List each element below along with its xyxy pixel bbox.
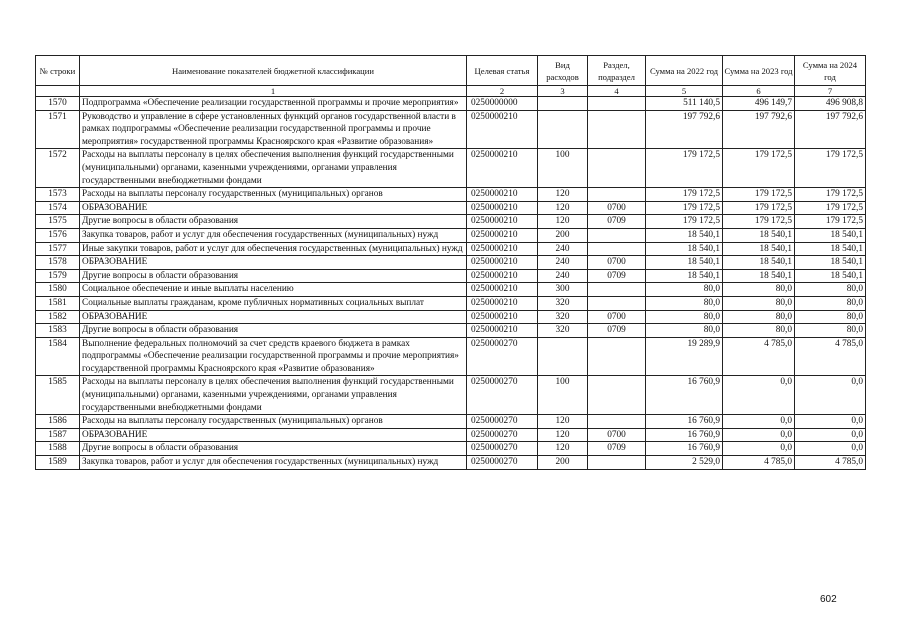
target-cell: 0250000210: [467, 242, 538, 256]
sum-2024-cell: 18 540,1: [795, 242, 866, 256]
row-number-cell: 1583: [36, 324, 80, 338]
expense-type-cell: 240: [538, 269, 588, 283]
sum-2024-cell: 179 172,5: [795, 201, 866, 215]
table-row: [36, 256, 866, 270]
target-cell: 0250000210: [467, 269, 538, 283]
table-row: [36, 188, 866, 202]
target-cell: 0250000270: [467, 337, 538, 376]
sum-2022-cell: 80,0: [646, 324, 723, 338]
table-body: [36, 97, 866, 470]
expense-type-cell: 120: [538, 215, 588, 229]
sum-2023-cell: 80,0: [723, 310, 795, 324]
sum-2022-cell: 179 172,5: [646, 188, 723, 202]
name-cell: Закупка товаров, работ и услуг для обеспечения государственных (муниципальных) нужд: [80, 456, 467, 470]
sum-2023-cell: 18 540,1: [723, 228, 795, 242]
sum-2022-cell: 18 540,1: [646, 256, 723, 270]
sum-2024-cell: 80,0: [795, 296, 866, 310]
sum-2023-cell: 197 792,6: [723, 110, 795, 149]
name-cell: Расходы на выплаты персоналу государственных (муниципальных) органов: [80, 415, 467, 429]
section-cell: [588, 110, 646, 149]
name-cell: Закупка товаров, работ и услуг для обеспечения государственных (муниципальных) нужд: [80, 228, 467, 242]
name-cell: Расходы на выплаты персоналу в целях обеспечения выполнения функций государственными (муниципальными) органами, казенными учреждениями, органами управления государственными внебюджетными фондами: [80, 149, 467, 188]
table-row: [36, 242, 866, 256]
sum-2022-cell: 179 172,5: [646, 201, 723, 215]
expense-type-cell: 320: [538, 324, 588, 338]
name-cell: Другие вопросы в области образования: [80, 442, 467, 456]
column-number: 1: [80, 86, 467, 97]
budget-table: [35, 55, 866, 470]
table-row: [36, 376, 866, 415]
sum-2023-cell: 18 540,1: [723, 242, 795, 256]
name-cell: ОБРАЗОВАНИЕ: [80, 201, 467, 215]
table-row: [36, 296, 866, 310]
name-cell: ОБРАЗОВАНИЕ: [80, 310, 467, 324]
target-cell: 0250000270: [467, 456, 538, 470]
section-cell: [588, 283, 646, 297]
name-cell: Социальное обеспечение и иные выплаты населению: [80, 283, 467, 297]
expense-type-cell: 120: [538, 442, 588, 456]
sum-2022-cell: 179 172,5: [646, 149, 723, 188]
name-cell: ОБРАЗОВАНИЕ: [80, 428, 467, 442]
sum-2023-cell: 0,0: [723, 428, 795, 442]
sum-2024-cell: 197 792,6: [795, 110, 866, 149]
sum-2022-cell: 2 529,0: [646, 456, 723, 470]
target-cell: 0250000210: [467, 228, 538, 242]
sum-2024-cell: 18 540,1: [795, 256, 866, 270]
row-number-cell: 1571: [36, 110, 80, 149]
section-cell: 0700: [588, 256, 646, 270]
sum-2024-cell: 0,0: [795, 376, 866, 415]
expense-type-cell: [538, 110, 588, 149]
target-cell: 0250000270: [467, 415, 538, 429]
row-number-cell: 1572: [36, 149, 80, 188]
row-number-cell: 1576: [36, 228, 80, 242]
sum-2024-cell: 18 540,1: [795, 228, 866, 242]
sum-2024-cell: 80,0: [795, 283, 866, 297]
target-cell: 0250000210: [467, 256, 538, 270]
sum-2022-cell: 18 540,1: [646, 242, 723, 256]
sum-2022-cell: 18 540,1: [646, 228, 723, 242]
sum-2024-cell: 0,0: [795, 442, 866, 456]
sum-2023-cell: 0,0: [723, 415, 795, 429]
table-row: [36, 97, 866, 111]
sum-2024-cell: 80,0: [795, 310, 866, 324]
name-cell: Другие вопросы в области образования: [80, 269, 467, 283]
row-number-cell: 1586: [36, 415, 80, 429]
table-row: [36, 415, 866, 429]
table-row: [36, 201, 866, 215]
row-number-cell: 1575: [36, 215, 80, 229]
sum-2022-cell: 80,0: [646, 296, 723, 310]
section-cell: [588, 242, 646, 256]
sum-2023-cell: 80,0: [723, 324, 795, 338]
sum-2024-cell: 0,0: [795, 415, 866, 429]
column-number: 7: [795, 86, 866, 97]
sum-2024-cell: 179 172,5: [795, 215, 866, 229]
table-row: [36, 337, 866, 376]
row-number-cell: 1588: [36, 442, 80, 456]
row-number-cell: 1581: [36, 296, 80, 310]
section-cell: [588, 296, 646, 310]
section-cell: [588, 337, 646, 376]
target-cell: 0250000210: [467, 310, 538, 324]
page-number: 602: [820, 594, 837, 605]
row-number-cell: 1582: [36, 310, 80, 324]
table-row: [36, 149, 866, 188]
expense-type-cell: 120: [538, 428, 588, 442]
column-number: 4: [588, 86, 646, 97]
sum-2023-cell: 4 785,0: [723, 456, 795, 470]
header-sum-2022: Сумма на 2022 год: [646, 56, 723, 86]
name-cell: Расходы на выплаты персоналу государственных (муниципальных) органов: [80, 188, 467, 202]
expense-type-cell: 120: [538, 188, 588, 202]
column-number: [36, 86, 80, 97]
row-number-cell: 1573: [36, 188, 80, 202]
table-row: [36, 228, 866, 242]
row-number-cell: 1578: [36, 256, 80, 270]
target-cell: 0250000210: [467, 201, 538, 215]
column-number: 2: [467, 86, 538, 97]
table-row: [36, 215, 866, 229]
sum-2022-cell: 16 760,9: [646, 415, 723, 429]
sum-2023-cell: 496 149,7: [723, 97, 795, 111]
expense-type-cell: 320: [538, 310, 588, 324]
expense-type-cell: 120: [538, 201, 588, 215]
table-row: [36, 456, 866, 470]
row-number-cell: 1574: [36, 201, 80, 215]
row-number-cell: 1585: [36, 376, 80, 415]
sum-2022-cell: 19 289,9: [646, 337, 723, 376]
sum-2022-cell: 80,0: [646, 283, 723, 297]
column-number: 3: [538, 86, 588, 97]
sum-2022-cell: 80,0: [646, 310, 723, 324]
section-cell: [588, 376, 646, 415]
target-cell: 0250000210: [467, 283, 538, 297]
sum-2024-cell: 80,0: [795, 324, 866, 338]
sum-2023-cell: 18 540,1: [723, 256, 795, 270]
sum-2023-cell: 179 172,5: [723, 149, 795, 188]
section-cell: 0709: [588, 324, 646, 338]
row-number-cell: 1587: [36, 428, 80, 442]
sum-2023-cell: 80,0: [723, 283, 795, 297]
table-row: [36, 428, 866, 442]
target-cell: 0250000210: [467, 110, 538, 149]
expense-type-cell: 100: [538, 376, 588, 415]
sum-2023-cell: 179 172,5: [723, 215, 795, 229]
header-name: Наименование показателей бюджетной классификации: [80, 56, 467, 86]
sum-2023-cell: 18 540,1: [723, 269, 795, 283]
sum-2022-cell: 179 172,5: [646, 215, 723, 229]
row-number-cell: 1589: [36, 456, 80, 470]
sum-2024-cell: 179 172,5: [795, 188, 866, 202]
sum-2023-cell: 0,0: [723, 442, 795, 456]
table-row: [36, 324, 866, 338]
expense-type-cell: 200: [538, 228, 588, 242]
header-section: Раздел, подраздел: [588, 56, 646, 86]
section-cell: 0700: [588, 310, 646, 324]
header-target: Целевая статья: [467, 56, 538, 86]
sum-2023-cell: 179 172,5: [723, 201, 795, 215]
sum-2024-cell: 18 540,1: [795, 269, 866, 283]
table-row: [36, 442, 866, 456]
row-number-cell: 1579: [36, 269, 80, 283]
row-number-cell: 1580: [36, 283, 80, 297]
section-cell: 0700: [588, 428, 646, 442]
sum-2022-cell: 16 760,9: [646, 442, 723, 456]
target-cell: 0250000210: [467, 188, 538, 202]
section-cell: [588, 415, 646, 429]
sum-2024-cell: 4 785,0: [795, 337, 866, 376]
target-cell: 0250000210: [467, 296, 538, 310]
expense-type-cell: 320: [538, 296, 588, 310]
sum-2023-cell: 0,0: [723, 376, 795, 415]
section-cell: [588, 97, 646, 111]
sum-2022-cell: 511 140,5: [646, 97, 723, 111]
section-cell: 0709: [588, 442, 646, 456]
name-cell: Другие вопросы в области образования: [80, 215, 467, 229]
section-cell: [588, 188, 646, 202]
target-cell: 0250000000: [467, 97, 538, 111]
target-cell: 0250000270: [467, 442, 538, 456]
target-cell: 0250000270: [467, 428, 538, 442]
table-row: [36, 110, 866, 149]
expense-type-cell: [538, 337, 588, 376]
expense-type-cell: 300: [538, 283, 588, 297]
table-row: [36, 269, 866, 283]
expense-type-cell: 100: [538, 149, 588, 188]
expense-type-cell: 200: [538, 456, 588, 470]
expense-type-cell: [538, 97, 588, 111]
row-number-cell: 1577: [36, 242, 80, 256]
name-cell: Иные закупки товаров, работ и услуг для обеспечения государственных (муниципальных) нужд: [80, 242, 467, 256]
sum-2024-cell: 4 785,0: [795, 456, 866, 470]
sum-2022-cell: 16 760,9: [646, 376, 723, 415]
name-cell: Другие вопросы в области образования: [80, 324, 467, 338]
name-cell: Расходы на выплаты персоналу в целях обеспечения выполнения функций государственными (муниципальными) органами, казенными учреждениями, органами управления государственными внебюджетными фондами: [80, 376, 467, 415]
sum-2022-cell: 16 760,9: [646, 428, 723, 442]
name-cell: Подпрограмма «Обеспечение реализации государственной программы и прочие мероприятия»: [80, 97, 467, 111]
target-cell: 0250000210: [467, 324, 538, 338]
column-number: 5: [646, 86, 723, 97]
sum-2024-cell: 0,0: [795, 428, 866, 442]
name-cell: Руководство и управление в сфере установленных функций органов государственной власти в рамках подпрограммы «Обеспечение реализации государственной программы и прочие мероприятия» государственной программы Красноярского края «Развитие образования»: [80, 110, 467, 149]
expense-type-cell: 120: [538, 415, 588, 429]
sum-2024-cell: 179 172,5: [795, 149, 866, 188]
sum-2024-cell: 496 908,8: [795, 97, 866, 111]
name-cell: ОБРАЗОВАНИЕ: [80, 256, 467, 270]
expense-type-cell: 240: [538, 256, 588, 270]
sum-2022-cell: 197 792,6: [646, 110, 723, 149]
name-cell: Выполнение федеральных полномочий за счет средств краевого бюджета в рамках подпрограммы «Обеспечение реализации государственной программы и прочие мероприятия» государственной программы Красноярского края «Развитие образования»: [80, 337, 467, 376]
expense-type-cell: 240: [538, 242, 588, 256]
sum-2023-cell: 80,0: [723, 296, 795, 310]
table-row: [36, 283, 866, 297]
section-cell: [588, 228, 646, 242]
header-row-number: № строки: [36, 56, 80, 86]
header-sum-2024: Сумма на 2024 год: [795, 56, 866, 86]
target-cell: 0250000210: [467, 215, 538, 229]
target-cell: 0250000210: [467, 149, 538, 188]
section-cell: 0700: [588, 201, 646, 215]
section-cell: [588, 456, 646, 470]
header-expense-type: Вид расходов: [538, 56, 588, 86]
sum-2023-cell: 179 172,5: [723, 188, 795, 202]
column-number: 6: [723, 86, 795, 97]
target-cell: 0250000270: [467, 376, 538, 415]
section-cell: 0709: [588, 215, 646, 229]
row-number-cell: 1570: [36, 97, 80, 111]
table-row: [36, 310, 866, 324]
section-cell: [588, 149, 646, 188]
row-number-cell: 1584: [36, 337, 80, 376]
header-sum-2023: Сумма на 2023 год: [723, 56, 795, 86]
sum-2023-cell: 4 785,0: [723, 337, 795, 376]
section-cell: 0709: [588, 269, 646, 283]
name-cell: Социальные выплаты гражданам, кроме публичных нормативных социальных выплат: [80, 296, 467, 310]
sum-2022-cell: 18 540,1: [646, 269, 723, 283]
